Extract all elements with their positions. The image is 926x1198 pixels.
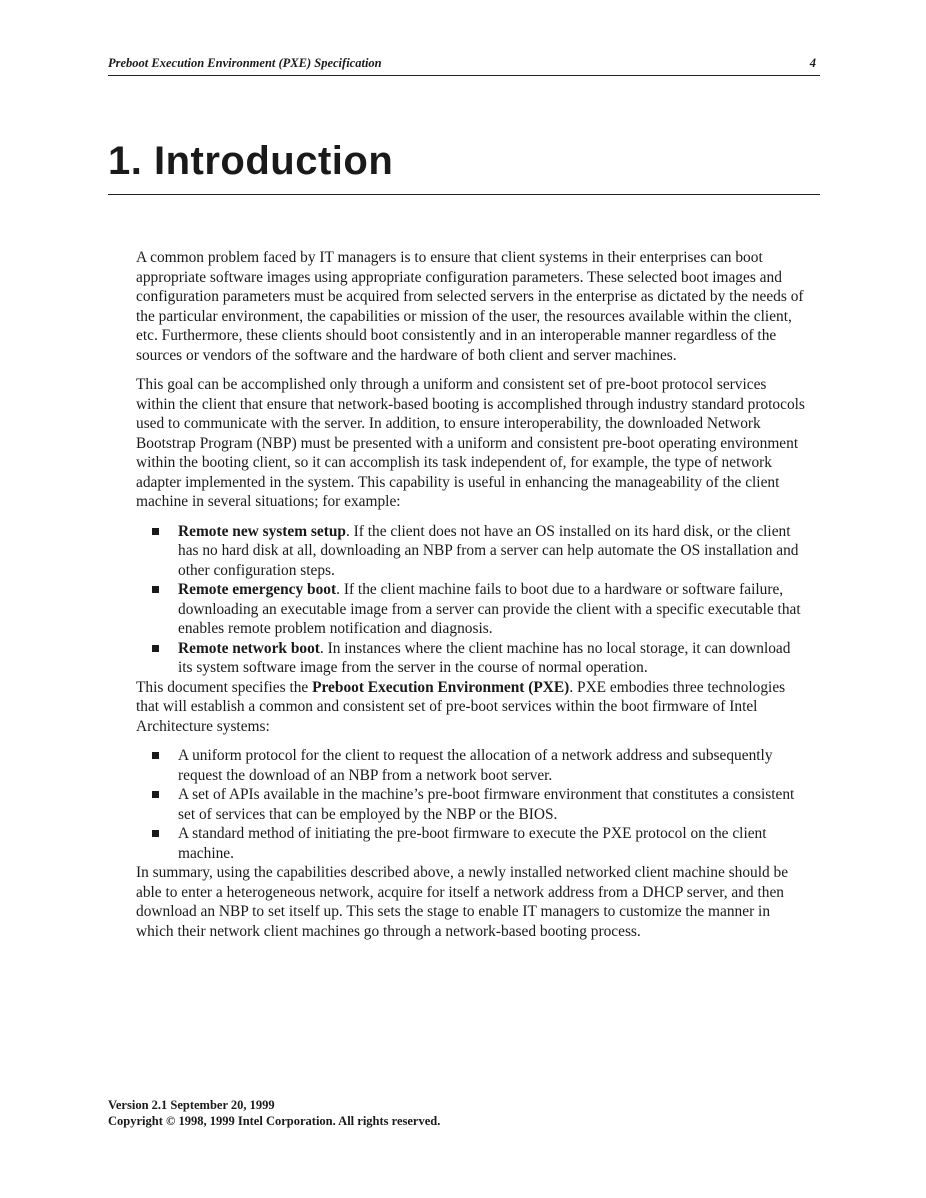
bullet-square-icon xyxy=(152,791,159,798)
list-item xyxy=(136,824,808,863)
bullet-square-icon xyxy=(152,830,159,837)
footer-version: Version 2.1 September 20, 1999 xyxy=(108,1098,275,1112)
bullet-square-icon xyxy=(152,752,159,759)
paragraph-pxe-term: Preboot Execution Environment (PXE) xyxy=(312,678,570,696)
list-item-term: Remote emergency boot xyxy=(178,581,337,598)
list-item xyxy=(136,580,808,639)
list-item-term: Remote network boot xyxy=(178,639,320,657)
paragraph-pxe-rest: . PXE embodies three technologies that will establish a common and consistent set of pre-boot services within the boot firmware of Intel Architecture systems: xyxy=(136,678,786,735)
paragraph-pxe xyxy=(136,678,808,737)
situations-list xyxy=(136,522,808,678)
list-item xyxy=(136,785,808,824)
running-header xyxy=(108,55,820,76)
list-item-text: A uniform protocol for the client to request the allocation of a network address and subsequently request the download of an NBP from a network boot server. xyxy=(178,747,773,784)
bullet-square-icon xyxy=(152,645,159,652)
paragraph-pxe-lead: This document specifies the xyxy=(136,678,313,696)
list-item-text: . If the client does not have an OS installed on its hard disk, or the client has no hard disk at all, downloading an NBP from a server can help automate the OS installation and other configuration steps. xyxy=(178,522,799,579)
header-page-number: 4 xyxy=(809,56,816,70)
list-item-text: . In instances where the client machine has no local storage, it can download its system software image from the server in the course of normal operation. xyxy=(178,639,791,676)
list-item xyxy=(136,522,808,581)
paragraph-goal: This goal can be accomplished only through a uniform and consistent set of pre-boot protocol services within the client that ensure that network-based booting is accomplished through industry standard protocols used to communicate with the server. In addition, to ensure interoperability, the downloaded Network Bootstrap Program (NBP) must be presented with a uniform and consistent pre-boot operating environment within the booting client, so it can accomplish its task independent of, for example, the type of network adapter implemented in the system. This capability is useful in enhancing the manageability of the client machine in several situations; for example: xyxy=(136,376,805,510)
paragraph-intro: A common problem faced by IT managers is to ensure that client systems in their enterprises can boot appropriate software images using appropriate configuration parameters. These selected boot images and configuration parameters must be acquired from selected servers in the enterprise as dictated by the needs of the particular environment, the capabilities or mission of the user, the resources available within the client, etc. Furthermore, these clients should boot consistently and in an interoperable manner regardless of the sources or vendors of the software and the hardware of both client and server machines. xyxy=(136,249,804,364)
page-footer xyxy=(108,1097,440,1129)
bullet-square-icon xyxy=(152,586,159,593)
paragraph-summary: In summary, using the capabilities described above, a newly installed networked client machine should be able to enter a heterogeneous network, acquire for itself a network address from a DHCP server, and then download an NBP to set itself up. This sets the stage to enable IT managers to customize the manner in which their network client machines go through a network-based booting process. xyxy=(136,864,789,940)
footer-copyright: Copyright © 1998, 1999 Intel Corporation. All rights reserved. xyxy=(108,1114,441,1128)
body-text xyxy=(136,248,808,941)
header-document-title: Preboot Execution Environment (PXE) Specification xyxy=(108,56,382,70)
technologies-list xyxy=(136,746,808,863)
list-item-text: . If the client machine fails to boot due to a hardware or software failure, downloading an executable image from a server can provide the client with a specific executable that enables remote problem notification and diagnosis. xyxy=(178,581,801,637)
list-item-text: A standard method of initiating the pre-boot firmware to execute the PXE protocol on the client machine. xyxy=(178,825,767,862)
list-item-term: Remote new system setup xyxy=(178,522,346,540)
bullet-square-icon xyxy=(152,528,159,535)
list-item-text: A set of APIs available in the machine’s pre-boot firmware environment that constitutes a consistent set of services that can be employed by the NBP or the BIOS. xyxy=(178,786,795,823)
list-item xyxy=(136,746,808,785)
list-item xyxy=(136,639,808,678)
chapter-title: 1. Introduction xyxy=(108,138,820,195)
